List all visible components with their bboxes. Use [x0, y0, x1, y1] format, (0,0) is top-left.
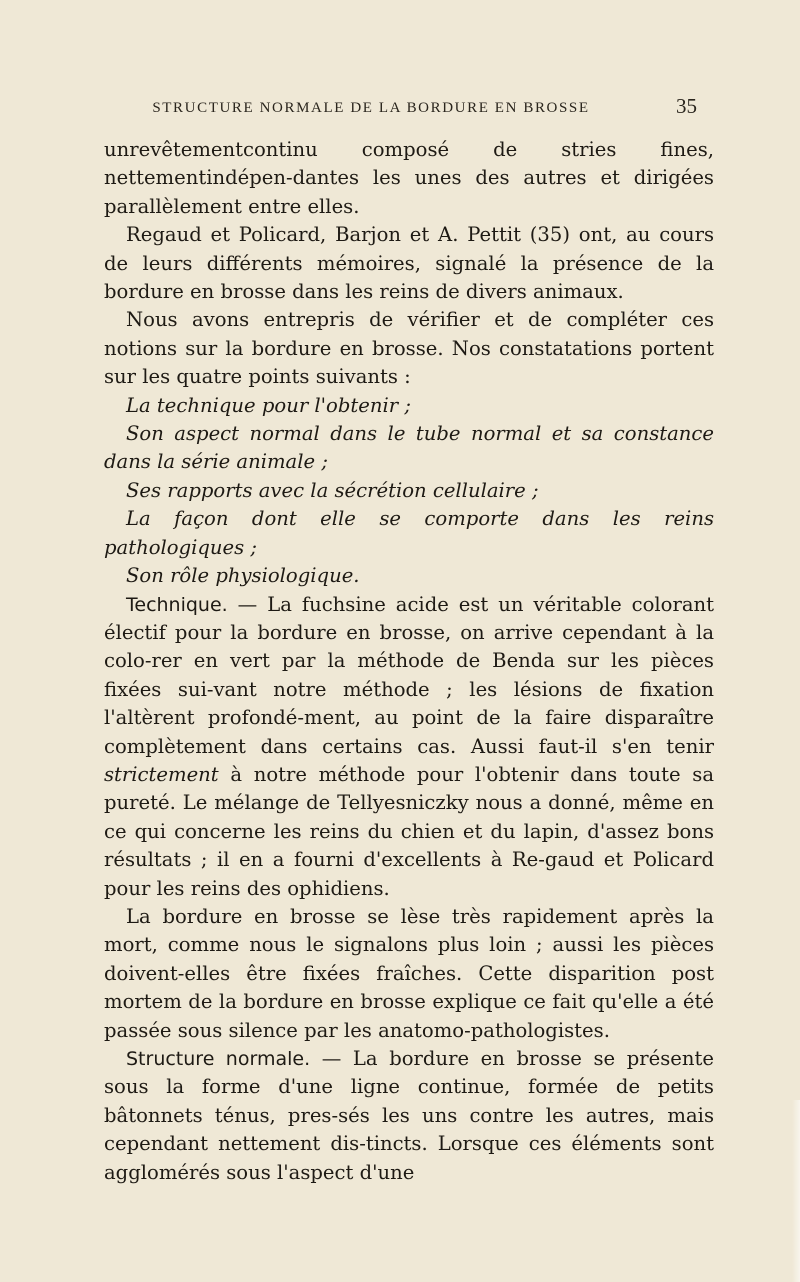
- list-item-technique: La technique pour l'obtenir ;: [126, 393, 411, 417]
- page-number: 35: [676, 94, 697, 118]
- running-title: STRUCTURE NORMALE DE LA BORDURE EN BROSSE: [152, 100, 590, 116]
- paragraph-technique: [104, 591, 714, 903]
- list-item-pathology: La façon dont elle se comporte dans les reins pathologiques ;: [104, 507, 714, 559]
- paragraph-structure: [104, 1045, 714, 1187]
- section-heading-structure: Structure normale.: [126, 1048, 311, 1070]
- technique-emphasis: strictement: [104, 762, 219, 786]
- body-text: [104, 136, 714, 1187]
- technique-text-end: à notre méthode pour l'obtenir dans toute sa pureté. Le mélange de Tellyesniczky nous a donné, même en ce qui concerne les reins du chien et du lapin, d'assez bons résultats ; il en a fourni d'excellents à Re-gaud et Policard pour les reins des ophidiens.: [104, 762, 714, 900]
- scan-edge: [792, 1100, 800, 1282]
- section-heading-technique: Technique.: [126, 593, 228, 616]
- list-item-secretion: Ses rapports avec la sécrétion cellulaire ;: [126, 478, 539, 502]
- paragraph-post-mortem: La bordure en brosse se lèse très rapidement après la mort, comme nous le signalons plus loin ; aussi les pièces doivent-elles être fixées fraîches. Cette disparition post mortem de la bordure en brosse explique ce fait qu'elle a été passée sous silence par les anatomo-pathologistes.: [104, 904, 714, 1042]
- list-item-aspect: Son aspect normal dans le tube normal et sa constance dans la série animale ;: [104, 422, 714, 474]
- technique-text: — La fuchsine acide est un véritable colorant électif pour la bordure en brosse, on arrive cependant à la colo-rer en vert par la méthode de Benda sur les pièces fixées sui-vant notre méthode ; les lésions de fixation l'altèrent profondé-ment, au point de la faire disparaître complètement dans certains cas. Aussi faut-il s'en tenir: [104, 592, 714, 758]
- paragraph-continuation: unrevêtementcontinu composé de stries fines, nettementindépen-dantes les unes des autres et dirigées parallèlement entre elles.: [104, 138, 714, 218]
- paragraph-regaud: Regaud et Policard, Barjon et A. Pettit (35) ont, au cours de leurs différents mémoires, signalé la présence de la bordure en brosse dans les reins de divers animaux.: [104, 223, 714, 304]
- paragraph-intro-points: Nous avons entrepris de vérifier et de compléter ces notions sur la bordure en brosse. Nos constatations portent sur les quatre points suivants :: [104, 308, 714, 389]
- list-item-role: Son rôle physiologique.: [126, 564, 360, 588]
- structure-text: — La bordure en brosse se présente sous la forme d'une ligne continue, formée de petits bâtonnets ténus, pres-sés les uns contre les autres, mais cependant nettement dis-tincts. Lorsque ces éléments sont agglomérés sous l'aspect d'une: [104, 1047, 714, 1184]
